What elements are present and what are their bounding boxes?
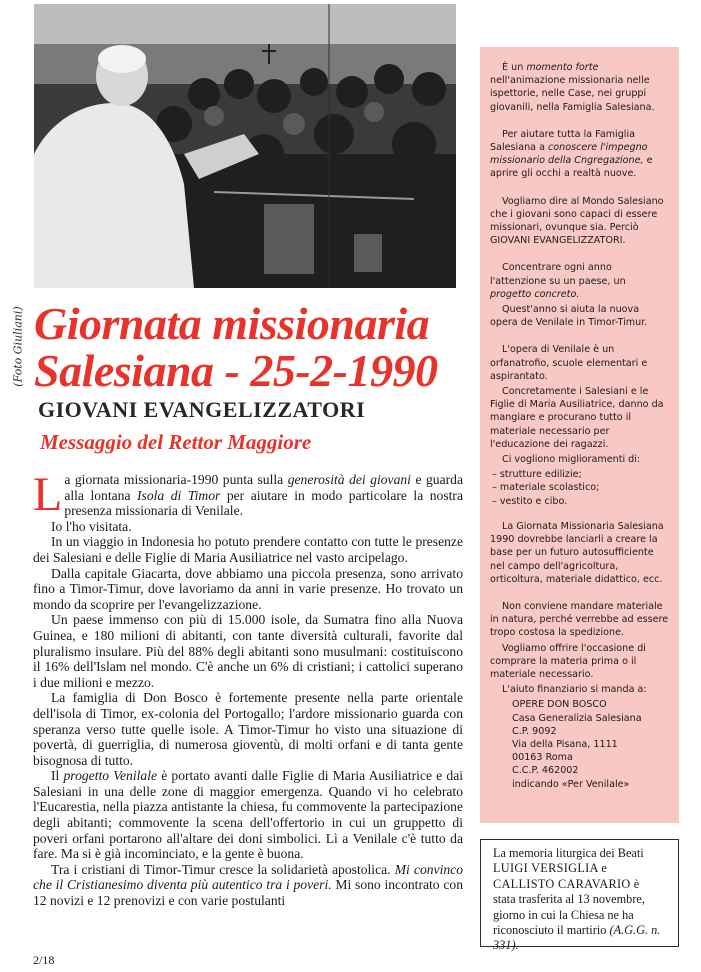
crowd-photo-illustration: [34, 4, 456, 288]
note-text-b: è stata trasferita al 13 novembre, giorno in cui la Chiesa ne ha riconosciuto il martirio: [493, 876, 645, 938]
s4-text-a: Concentrare ogni anno l'attenzione su un paese, un: [490, 262, 626, 287]
p1-text-c: per aiutare in modo particolare la nostra presenza missionaria di Venilale.: [64, 487, 463, 519]
title-line-1: Giornata missionaria: [34, 298, 430, 349]
p1-text-b: e guarda alla lontana: [64, 472, 463, 503]
p7-text-a: Il: [51, 768, 64, 784]
sidebar-paragraph-6: L'opera di Venilale è un orfanatrofio, scuole elementari e aspirantato.: [490, 344, 648, 382]
p7-text-b: è portato avanti dalle Figlie di Maria Ausiliatrice e dai Salesiani in una delle zone di maggior emergenza. Quando vi ho celebrato l'Eucarestia, nella piazza antistante la chiesa, fu commovente la partecipazione degli abitanti; commovente la scena dell'offertorio in cui un gruppetto di poveri orfani portarono all'altare dei doni simbolici. Lì a Venilale c'è tutto da fare. Ma si è già incominciato, e la gente è buona.: [33, 768, 464, 862]
paragraph-8: [33, 862, 463, 909]
p7-emphasis: progetto Venilale: [63, 768, 158, 784]
drop-cap: L: [33, 468, 63, 521]
paragraph-2: Io l'ho visitata.: [51, 518, 132, 534]
list-item: – materiale scolastico;: [492, 482, 600, 494]
address-line: C.C.P. 462002: [512, 765, 579, 777]
sidebar-paragraph-7: Concretamente i Salesiani e le Figlie di Maria Ausiliatrice, danno da mangiare e procurano tutto il materiale necessario per l'educazione dei ragazzi.: [490, 386, 664, 450]
note-reference: (A.G.G. n. 331).: [493, 923, 661, 953]
address-line: 00163 Roma: [512, 752, 573, 764]
address-line: OPERE DON BOSCO: [512, 699, 607, 711]
note-text-a: La memoria liturgica dei Beati: [493, 846, 644, 860]
address-line: indicando «Per Venilale»: [512, 778, 630, 790]
paragraph-1: [33, 468, 463, 521]
sidebar-paragraph-11: Vogliamo offrire l'occasione di comprare la materia prima o il materiale necessario.: [490, 642, 646, 680]
sidebar-paragraph-3: Vogliamo dire al Mondo Salesiano che i giovani sono capaci di essere missionari, ovunque sia. Perciò GIOVANI EVANGELIZZATORI.: [490, 195, 664, 247]
paragraph-5: Un paese immenso con più di 15.000 isole, da Sumatra fino alla Nuova Guinea, e 180 milioni di abitanti, con tante diversità culturali, favorite dal pluralismo insulare. Più del 88% degli abitanti sono musulmani: costituiscono il 16% dell'Islam nel mondo. C'è anche un 6% di cristiani; i cattolici superano i due milioni e mezzo.: [33, 612, 463, 690]
list-item: – strutture edilizie;: [492, 469, 582, 481]
article-title: [34, 300, 464, 394]
photo-credit-text: (Foto Giuliani): [11, 306, 25, 387]
article-body: [33, 468, 464, 909]
liturgical-note-box: [480, 839, 679, 953]
s2-emphasis: conoscere l'impegno missionario della Cngregazione,: [490, 142, 648, 167]
page-number: 2/18: [33, 953, 55, 967]
article-tagline: Messaggio del Rettor Maggiore: [40, 430, 312, 454]
p8-text-a: Tra i cristiani di Timor-Timur cresce la solidarietà apostolica.: [51, 861, 395, 877]
p1-emphasis-1: generosità dei giovani: [287, 472, 411, 487]
sidebar-paragraph-1: [490, 61, 669, 114]
address-line: Casa Generalizia Salesiana: [512, 712, 642, 724]
p1-text-a: a giornata missionaria-1990 punta sulla: [64, 472, 288, 487]
s4-emphasis: progetto concreto.: [490, 288, 580, 300]
note-names: LUIGI VERSIGLIA e CALLISTO CARAVARIO: [493, 861, 631, 891]
article-subtitle: GIOVANI EVANGELIZZATORI: [38, 397, 366, 422]
sidebar-paragraph-4: [490, 261, 669, 301]
sidebar-paragraph-8: Ci vogliono miglioramenti di:: [502, 454, 641, 466]
needs-list: [490, 468, 669, 508]
paragraph-6: La famiglia di Don Bosco è fortemente presente nella parte orientale dell'isola di Timor, ex-colonia del Portogallo; l'ardore missionario guarda con speranza verso tutte quelle isole. A Timor-Timur ho visto una situazione di povertà, di guerriglia, di numerosa gioventù, di molti orfani e di tanta gente bisognosa di tutto.: [33, 690, 463, 768]
s1-emphasis: momento forte: [526, 62, 599, 73]
p8-emphasis: Mi convinco che il Cristianesimo diventa più autentico tra i poveri.: [33, 861, 463, 893]
paragraph-3: In un viaggio in Indonesia ho potuto prendere contatto con tutte le presenze dei Salesiani e delle Figlie di Maria Ausiliatrice nel vasto arcipelago.: [33, 534, 463, 565]
sidebar-paragraph-12: L'aiuto finanziario si manda a:: [502, 684, 647, 696]
paragraph-4: Dalla capitale Giacarta, dove abbiamo una piccola presenza, sono arrivato fino a Timor-Timur, dove lavoriamo da anni in varie presenze. Ho trovato un mondo da scoprire per l'evangelizzazione.: [33, 565, 463, 612]
sidebar-paragraph-2: [490, 128, 669, 181]
sidebar-paragraph-9: La Giornata Missionaria Salesiana 1990 dovrebbe lanciarli a creare la base per un futuro autosufficiente nel campo dell'agricoltura, orticoltura, materiale didattico, ecc.: [490, 520, 664, 585]
s1-text-a: È un: [502, 62, 527, 73]
address-line: C.P. 9092: [512, 725, 557, 737]
p8-text-b: Mi sono incontrato con 12 novizi e 12 prenovizi e con varie postulanti: [33, 877, 463, 909]
paragraph-7: [33, 768, 463, 862]
info-sidebar: [480, 47, 679, 823]
donation-address: [512, 698, 669, 790]
address-line: Via della Pisana, 1111: [512, 738, 618, 750]
s2-text-b: e aprire gli occhi a realtà nuove.: [490, 155, 653, 180]
s2-text-a: Per aiutare tutta la Famiglia Salesiana a: [490, 128, 636, 154]
sidebar-paragraph-10: Non conviene mandare materiale in natura, perché verrebbe ad essere tropo costosa la spedizione.: [490, 600, 669, 639]
title-line-2: Salesiana - 25-2-1990: [34, 345, 438, 396]
photo-credit: [10, 290, 28, 410]
list-item: – vestito e cibo.: [492, 495, 568, 507]
s1-text-b: nell'animazione missionaria nelle ispettorie, nelle Case, nei gruppi giovanili, nella Famiglia Salesiana.: [490, 75, 655, 113]
photo: [34, 4, 456, 288]
p1-emphasis-2: Isola di Timor: [137, 487, 221, 503]
sidebar-paragraph-5: Quest'anno si aiuta la nuova opera de Venilale in Timor-Timur.: [490, 304, 648, 329]
